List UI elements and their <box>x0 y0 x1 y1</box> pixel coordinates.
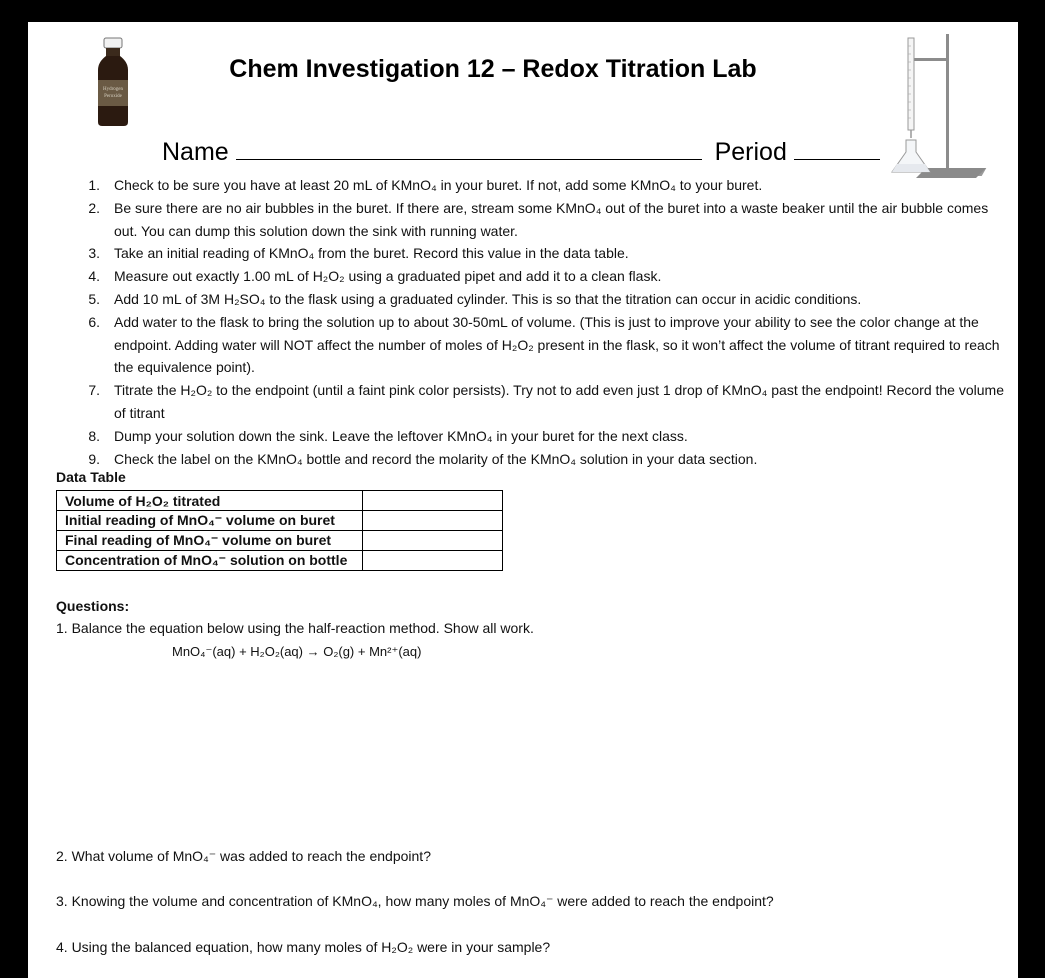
table-row-value[interactable] <box>363 551 503 571</box>
procedure-step: 8. Dump your solution down the sink. Leave the leftover KMnO₄ in your buret for the next class. <box>88 427 688 444</box>
procedure-step: 6. Add water to the flask to bring the solution up to about 30-50mL of volume. (This is just to improve your ability to see the color change at the endpoint. Adding water will NOT affect the number of moles of H₂O₂ present in the flask, so it won’t affect the volume of titrant required to reach the equivalence point). <box>88 313 1000 376</box>
questions-heading: Questions: <box>56 598 130 614</box>
procedure-step: 4. Measure out exactly 1.00 mL of H₂O₂ using a graduated pipet and add it to a clean flask. <box>88 268 662 285</box>
data-table-label: Data Table <box>56 469 126 485</box>
period-blank[interactable] <box>794 137 880 160</box>
worksheet-page <box>28 22 1018 978</box>
table-row-label: Final reading of MnO₄⁻ volume on buret <box>57 531 363 551</box>
table-row <box>57 551 503 571</box>
bottle-label-text: Hydrogen <box>103 87 123 92</box>
period-label: Period <box>714 138 787 166</box>
table-row-label: Initial reading of MnO₄⁻ volume on buret <box>57 511 363 531</box>
table-row-label: Concentration of MnO₄⁻ solution on bottle <box>57 551 363 571</box>
procedure-steps <box>84 174 1004 470</box>
procedure-step: 2. Be sure there are no air bubbles in the buret. If there are, stream some KMnO₄ out of the buret into a waste beaker until the air bubble comes out. You can dump this solution down the sink with running water. <box>88 199 989 239</box>
page-title: Chem Investigation 12 – Redox Titration Lab <box>229 55 757 83</box>
name-blank[interactable] <box>236 137 702 160</box>
procedure-step: 5. Add 10 mL of 3M H₂SO₄ to the flask using a graduated cylinder. This is so that the titration can occur in acidic conditions. <box>88 290 862 307</box>
question-4: 4. Using the balanced equation, how many moles of H₂O₂ were in your sample? <box>56 939 551 955</box>
table-row <box>57 491 503 511</box>
titration-stand-icon <box>886 30 988 180</box>
name-label: Name <box>162 138 229 166</box>
procedure-step: 7. Titrate the H₂O₂ to the endpoint (until a faint pink color persists). Try not to add even just 1 drop of KMnO₄ past the endpoint! Record the volume of titrant <box>88 382 1004 421</box>
table-row <box>57 511 503 531</box>
question-2: 2. What volume of MnO₄⁻ was added to reach the endpoint? <box>56 848 431 864</box>
table-row-value[interactable] <box>363 491 503 511</box>
procedure-step: 3. Take an initial reading of KMnO₄ from the buret. Record this value in the data table. <box>88 245 629 262</box>
question-1: 1. Balance the equation below using the half-reaction method. Show all work. <box>56 620 534 636</box>
table-row <box>57 531 503 551</box>
table-row-label: Volume of H₂O₂ titrated <box>57 491 363 511</box>
table-row-value[interactable] <box>363 531 503 551</box>
table-row-value[interactable] <box>363 511 503 531</box>
procedure-step: 1. Check to be sure you have at least 20 mL of KMnO₄ in your buret. If not, add some KMnO₄ to your buret. <box>88 177 763 193</box>
procedure-step: 9. Check the label on the KMnO₄ bottle and record the molarity of the KMnO₄ solution in your data section. <box>88 450 758 467</box>
reaction-equation: MnO₄⁻(aq) + H₂O₂(aq) → O₂(g) + Mn²⁺(aq) <box>172 644 422 659</box>
name-period-row <box>162 137 880 167</box>
data-table <box>56 490 503 571</box>
question-3: 3. Knowing the volume and concentration of KMnO₄, how many moles of MnO₄⁻ were added to reach the endpoint? <box>56 893 774 909</box>
svg-text:Peroxide: Peroxide <box>104 94 122 99</box>
